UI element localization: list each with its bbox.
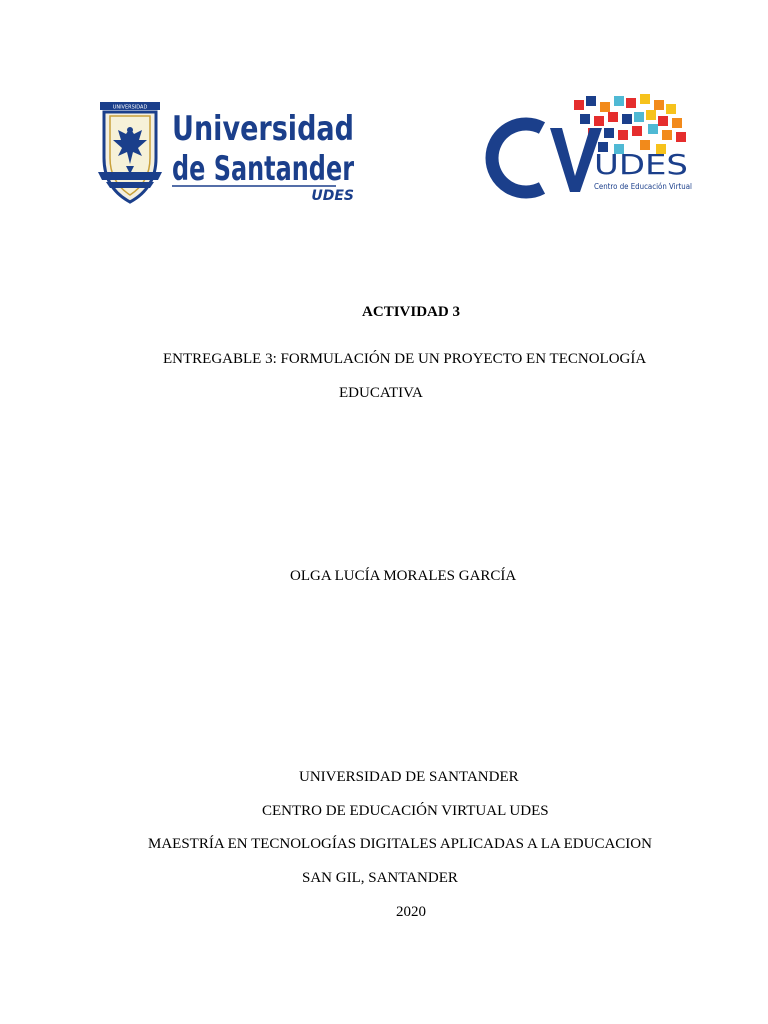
institution-university: UNIVERSIDAD DE SANTANDER [299,769,519,785]
university-name-line1: Universidad [172,109,354,149]
deliverable-title-line2: EDUCATIVA [339,385,423,401]
university-name-line2: de Santander [172,149,355,189]
svg-text:UNIVERSIDAD: UNIVERSIDAD [112,104,148,111]
institution-location: SAN GIL, SANTANDER [302,870,458,886]
university-abbrev: UDES [311,188,354,204]
cv-subtitle: Centro de Educación Virtual [594,182,706,191]
institution-program: MAESTRÍA EN TECNOLOGÍAS DIGITALES APLICADAS A LA EDUCACION [148,836,652,852]
cv-abbrev: UDES [594,148,688,181]
institution-center: CENTRO DE EDUCACIÓN VIRTUAL UDES [262,803,549,819]
document-year: 2020 [396,904,426,920]
cv-mark-icon [492,124,602,192]
author-name: OLGA LUCÍA MORALES GARCÍA [290,568,517,584]
universidad-de-santander-logo [96,100,358,208]
crest-icon [98,102,162,202]
centro-educacion-virtual-logo [480,92,706,204]
document-title: ACTIVIDAD 3 [362,304,460,320]
udes-logo-graphic [96,100,358,208]
deliverable-title-line1: ENTREGABLE 3: FORMULACIÓN DE UN PROYECTO EN TECNOLOGÍA [163,351,647,367]
cv-logo-graphic [480,92,706,204]
